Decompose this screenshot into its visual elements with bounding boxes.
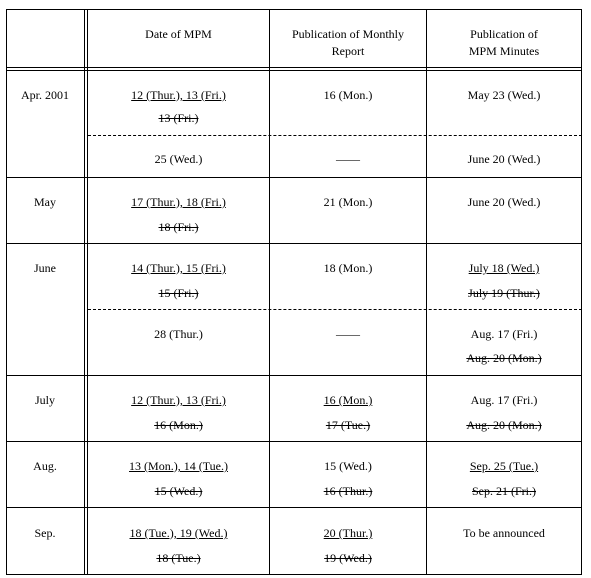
month-label: Aug. bbox=[33, 459, 57, 473]
mpm-schedule-table bbox=[6, 9, 582, 575]
minutes-date-original: Aug. 20 (Mon.) bbox=[466, 351, 542, 365]
row-divider bbox=[6, 441, 582, 442]
row-divider bbox=[6, 375, 582, 376]
date-revised: 17 (Thur.), 18 (Fri.) bbox=[131, 195, 226, 209]
report-date: 15 (Wed.) bbox=[324, 459, 372, 473]
date-original: 18 (Tue.) bbox=[156, 551, 201, 565]
month-label: May bbox=[34, 195, 56, 209]
month-label: Apr. 2001 bbox=[21, 88, 69, 102]
minutes-date: June 20 (Wed.) bbox=[467, 195, 541, 209]
date-revised: 14 (Thur.), 15 (Fri.) bbox=[131, 261, 226, 275]
minutes-date-original: Aug. 20 (Mon.) bbox=[466, 418, 542, 432]
minutes-date: June 20 (Wed.) bbox=[467, 152, 541, 166]
date-original: 15 (Wed.) bbox=[154, 484, 203, 498]
report-date-original: 19 (Wed.) bbox=[324, 551, 372, 565]
report-date-original: 16 (Thur.) bbox=[323, 484, 373, 498]
minutes-date: Aug. 17 (Fri.) bbox=[470, 393, 538, 407]
report-date: 21 (Mon.) bbox=[323, 195, 373, 209]
row-divider bbox=[6, 177, 582, 178]
header-minutes-line1: Publication of bbox=[470, 27, 538, 41]
minutes-date-original: Sep. 21 (Fri.) bbox=[472, 484, 536, 498]
report-date-revised: 16 (Mon.) bbox=[323, 393, 373, 407]
header-date: Date of MPM bbox=[145, 27, 212, 41]
minutes-date: Aug. 17 (Fri.) bbox=[470, 327, 538, 341]
sub-row-divider bbox=[88, 309, 582, 310]
header-report-line1: Publication of Monthly bbox=[292, 27, 404, 41]
minutes-date: To be announced bbox=[463, 526, 545, 540]
date-original: 15 (Fri.) bbox=[158, 286, 199, 300]
month-label: Sep. bbox=[34, 526, 56, 540]
date-original: 13 (Fri.) bbox=[158, 111, 199, 125]
date-revised: 13 (Mon.), 14 (Tue.) bbox=[129, 459, 228, 473]
date-revised: 28 (Thur.) bbox=[154, 327, 203, 341]
header-report-line2: Report bbox=[331, 44, 365, 58]
column-divider bbox=[84, 9, 85, 575]
table-border-bottom bbox=[6, 574, 582, 575]
report-date-revised: 20 (Thur.) bbox=[323, 526, 373, 540]
table-border-right bbox=[581, 9, 582, 575]
minutes-date: May 23 (Wed.) bbox=[467, 88, 541, 102]
date-revised: 18 (Tue.), 19 (Wed.) bbox=[129, 526, 228, 540]
report-date: —— bbox=[336, 327, 360, 341]
row-divider bbox=[6, 507, 582, 508]
minutes-date-original: July 19 (Thur.) bbox=[468, 286, 540, 300]
sub-row-divider bbox=[88, 135, 582, 136]
header-minutes-line2: MPM Minutes bbox=[468, 44, 540, 58]
date-revised: 12 (Thur.), 13 (Fri.) bbox=[131, 393, 226, 407]
report-date-original: 17 (Tue.) bbox=[325, 418, 371, 432]
report-date: 18 (Mon.) bbox=[323, 261, 373, 275]
header-divider bbox=[6, 70, 582, 71]
month-label: June bbox=[34, 261, 56, 275]
header-divider bbox=[6, 67, 582, 68]
date-revised: 12 (Thur.), 13 (Fri.) bbox=[131, 88, 226, 102]
table-border-top bbox=[6, 9, 582, 10]
report-date: 16 (Mon.) bbox=[323, 88, 373, 102]
date-original: 18 (Fri.) bbox=[158, 220, 199, 234]
minutes-date-revised: Sep. 25 (Tue.) bbox=[469, 459, 539, 473]
row-divider bbox=[6, 243, 582, 244]
date-revised: 25 (Wed.) bbox=[154, 152, 203, 166]
report-date: —— bbox=[336, 152, 360, 166]
month-label: July bbox=[34, 393, 55, 407]
date-original: 16 (Mon.) bbox=[154, 418, 203, 432]
minutes-date-revised: July 18 (Wed.) bbox=[468, 261, 540, 275]
